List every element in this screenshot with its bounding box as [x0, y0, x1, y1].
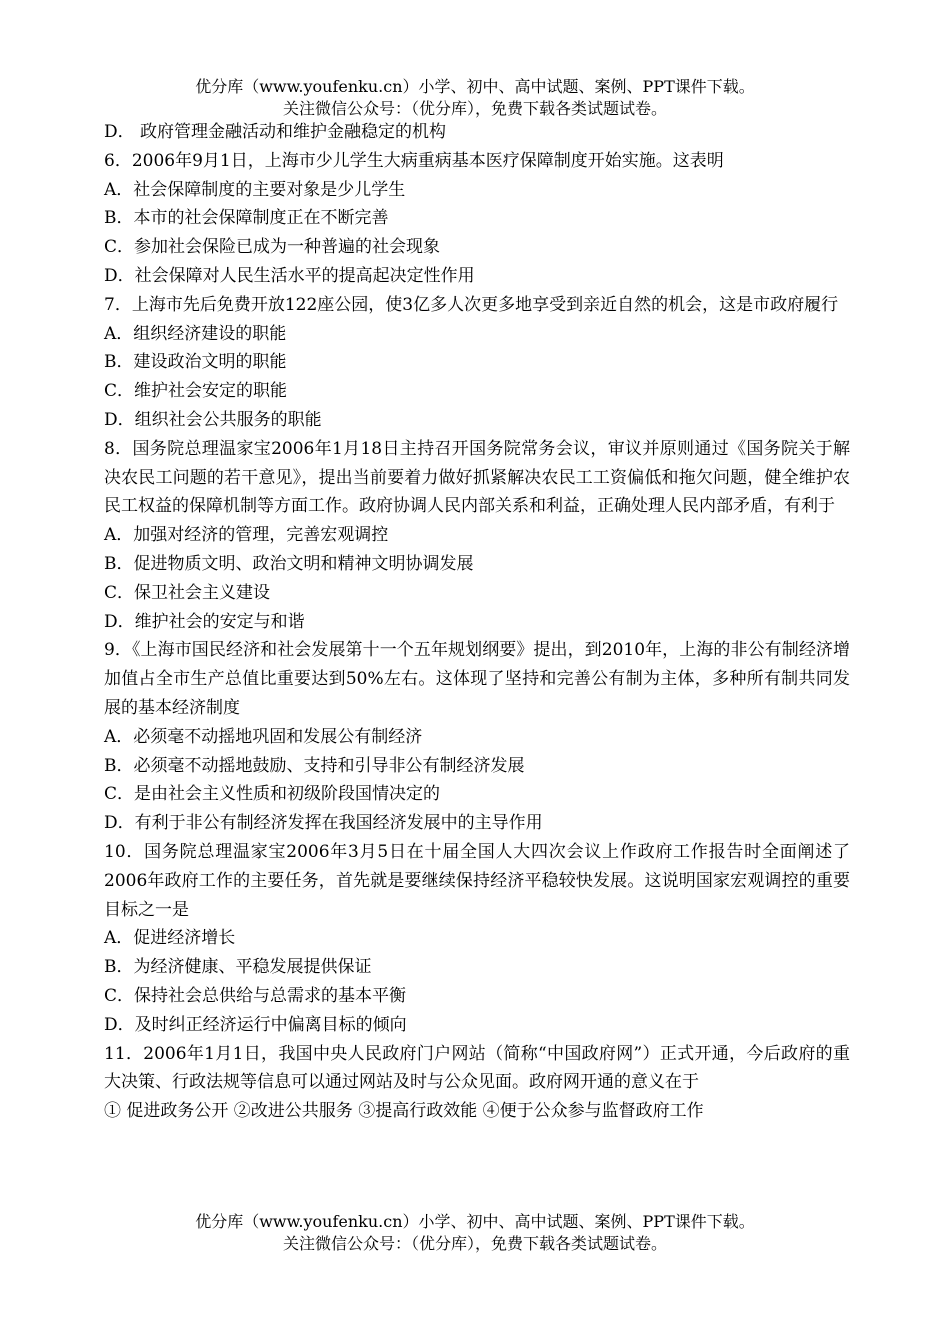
q9-option-c: C．是由社会主义性质和初级阶段国情决定的: [104, 784, 441, 805]
q7-stem: 7．上海市先后免费开放122座公园，使3亿多人次更多地享受到亲近自然的机会，这是市政府履行: [104, 294, 839, 315]
q10-option-d: D．及时纠正经济运行中偏离目标的倾向: [104, 1014, 407, 1035]
q8-option-d: D．维护社会的安定与和谐: [104, 611, 305, 632]
q6-option-b: B．本市的社会保障制度正在不断完善: [104, 208, 389, 229]
q9-stem: 9．《上海市国民经济和社会发展第十一个五年规划纲要》提出，到2010年，上海的非公有制经济增加值占全市生产总值比重要达到50%左右。这体现了坚持和完善公有制为主体，多种所有制共同发展的基本经济制度: [104, 640, 850, 718]
q7-option-c: C．维护社会安定的职能: [104, 381, 288, 402]
q7-option-d: D．组织社会公共服务的职能: [104, 409, 322, 430]
page-header: [0, 76, 950, 120]
q10-option-c: C．保持社会总供给与总需求的基本平衡: [104, 985, 407, 1006]
q11-stem: 11．2006年1月1日，我国中央人民政府门户网站（简称“中国政府网”）正式开通，今后政府的重大决策、行政法规等信息可以通过网站及时与公众见面。政府网开通的意义在于: [104, 1043, 850, 1093]
q9-option-a: A．必须毫不动摇地巩固和发展公有制经济: [104, 726, 423, 747]
header-line-1: 优分库（www.youfenku.cn）小学、初中、高中试题、案例、PPT课件下载。: [195, 77, 755, 96]
page-footer: [0, 1211, 950, 1255]
q9-option-d: D．有利于非公有制经济发挥在我国经济发展中的主导作用: [104, 813, 543, 834]
q10-stem: 10．国务院总理温家宝2006年3月5日在十届全国人大四次会议上作政府工作报告时全面阐述了2006年政府工作的主要任务，首先就是要继续保持经济平稳较快发展。这说明国家宏观调控的重要目标之一是: [104, 841, 850, 920]
q10-option-a: A．促进经济增长: [104, 928, 236, 949]
q7-option-a: A．组织经济建设的职能: [104, 323, 287, 344]
header-line-2: 关注微信公众号：（优分库），免费下载各类试题试卷。: [282, 99, 667, 118]
q6-stem: 6．2006年9月1日，上海市少儿学生大病重病基本医疗保障制度开始实施。这表明: [104, 150, 724, 171]
q6-option-a: A．社会保障制度的主要对象是少儿学生: [104, 179, 406, 200]
footer-line-1: 优分库（www.youfenku.cn）小学、初中、高中试题、案例、PPT课件下载。: [195, 1212, 755, 1231]
q8-option-c: C．保卫社会主义建设: [104, 582, 271, 603]
q10-option-b: B．为经济健康、平稳发展提供保证: [104, 957, 372, 978]
q5-option-d: D． 政府管理金融活动和维护金融稳定的机构: [104, 122, 447, 142]
q7-option-b: B．建设政治文明的职能: [104, 352, 287, 373]
q9-option-b: B．必须毫不动摇地鼓励、支持和引导非公有制经济发展: [104, 755, 525, 776]
q8-stem: 8．国务院总理温家宝2006年1月18日主持召开国务院常务会议，审议并原则通过《国务院关于解决农民工问题的若干意见》，提出当前要着力做好抓紧解决农民工工资偏低和拖欠问题，健全维护农民工权益的保障机制等方面工作。政府协调人民内部关系和利益，正确处理人民内部矛盾，有利于: [104, 438, 850, 517]
question-content: [104, 118, 850, 1126]
q8-option-a: A．加强对经济的管理，完善宏观调控: [104, 525, 389, 546]
q6-option-c: C．参加社会保险已成为一种普遍的社会现象: [104, 237, 441, 258]
q8-option-b: B．促进物质文明、政治文明和精神文明协调发展: [104, 553, 474, 574]
q11-items: ① 促进政务公开 ②改进公共服务 ③提高行政效能 ④便于公众参与监督政府工作: [104, 1101, 704, 1122]
q6-option-d: D．社会保障对人民生活水平的提高起决定性作用: [104, 265, 475, 286]
footer-line-2: 关注微信公众号：（优分库），免费下载各类试题试卷。: [282, 1234, 667, 1253]
